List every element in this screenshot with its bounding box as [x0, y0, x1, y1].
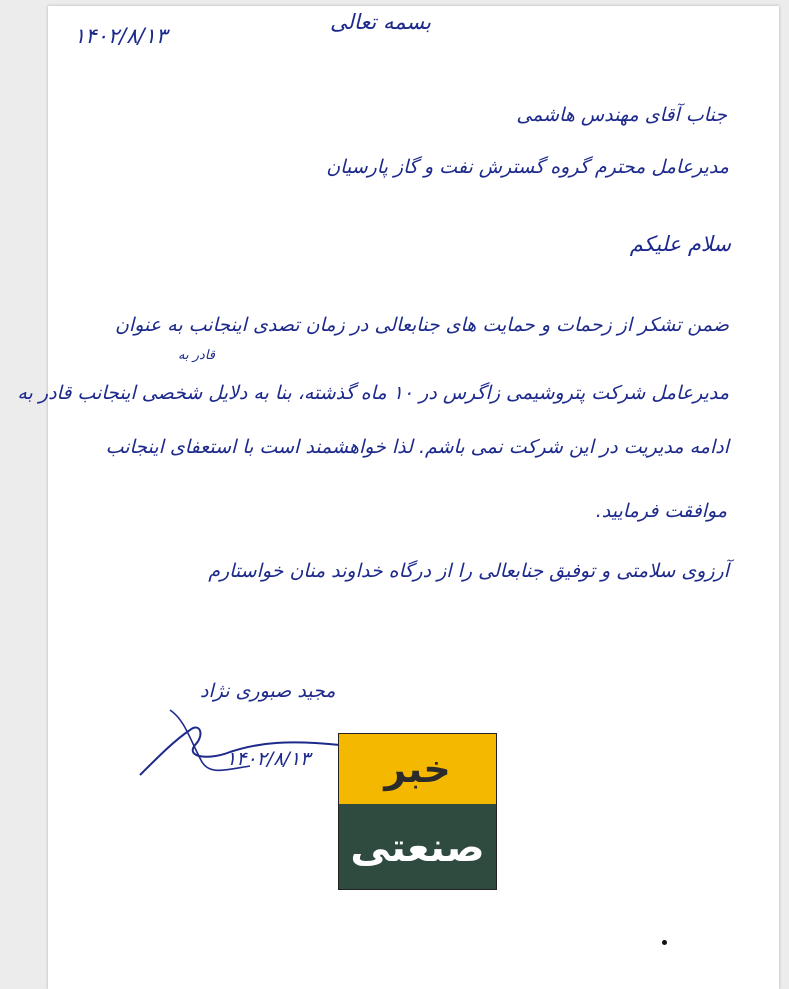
body-line: ادامه مدیریت در این شرکت نمی باشم. لذا خواهشمند است با استعفای اینجانب [105, 436, 729, 458]
salutation: سلام علیکم [629, 232, 731, 256]
signature-scribble-icon [130, 700, 350, 790]
body-line: موافقت فرمایید. [595, 500, 727, 522]
insert-note: قادر به [178, 348, 215, 363]
addressee-title: مدیرعامل محترم گروه گسترش نفت و گاز پارسیان [326, 156, 729, 178]
logo-top-text: خبر [339, 734, 496, 804]
closing-line: آرزوی سلامتی و توفیق جنابعالی را از درگاه خداوند منان خواستارم [208, 560, 729, 582]
addressee: جناب آقای مهندس هاشمی [516, 104, 727, 126]
logo-bottom-text: صنعتی [339, 804, 496, 890]
letter-date: ۱۴۰۲/۸/۱۳ [74, 24, 168, 48]
ink-dot [662, 940, 667, 945]
signature-name: مجید صبوری نژاد [200, 680, 336, 702]
basmala: بسمه تعالی [330, 10, 431, 34]
body-line: مدیرعامل شرکت پتروشیمی زاگرس در ۱۰ ماه گذشته، بنا به دلایل شخصی اینجانب قادر به [17, 382, 729, 404]
watermark-logo [338, 733, 497, 890]
body-line: ضمن تشکر از زحمات و حمایت های جنابعالی در زمان تصدی اینجانب به عنوان [114, 314, 729, 336]
signature-date: ۱۴۰۲/۸/۱۳ [226, 748, 311, 770]
